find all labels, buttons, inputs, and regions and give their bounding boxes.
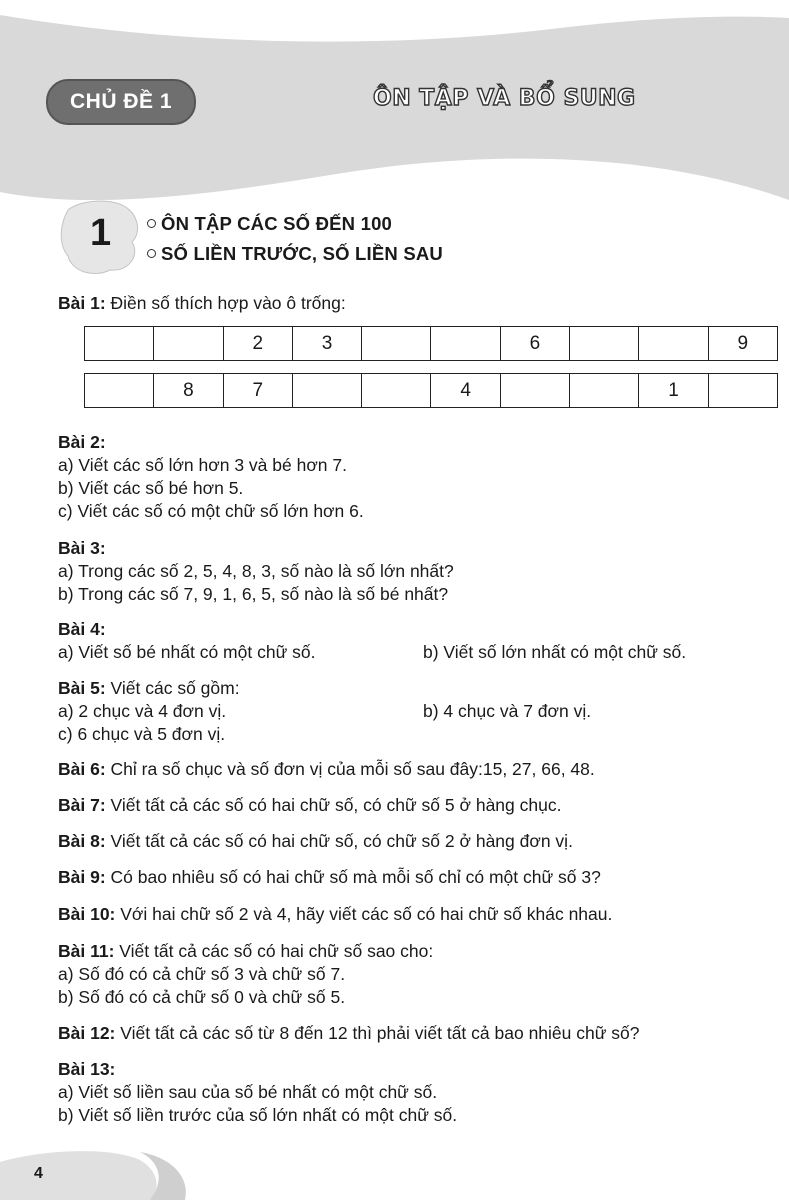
grid-cell: 1 [638,374,707,407]
grid-cell: 3 [292,327,361,360]
chapter-title: ÔN TẬP VÀ BỔ SUNG [373,86,636,111]
exercise-4-label: Bài 4: [58,619,106,639]
exercise-3-a: a) Trong các số 2, 5, 4, 8, 3, số nào là số lớn nhất? [58,561,454,581]
grid-cell [85,374,153,407]
number-grid-row-1 [84,326,778,361]
grid-cell [361,327,430,360]
grid-cell: 6 [500,327,569,360]
exercise-9: Bài 9: Có bao nhiêu số có hai chữ số mà mỗi số chỉ có một chữ số 3? [58,867,601,887]
exercise-8: Bài 8: Viết tất cả các số có hai chữ số, có chữ số 2 ở hàng đơn vị. [58,831,573,851]
grid-cell [85,327,153,360]
exercise-4-b: b) Viết số lớn nhất có một chữ số. [423,642,687,662]
grid-cell [638,327,707,360]
bullet-icon [147,249,156,258]
exercise-1: Bài 1: Điền số thích hợp vào ô trống: [58,293,346,313]
exercise-3-b: b) Trong các số 7, 9, 1, 6, 5, số nào là số bé nhất? [58,584,449,604]
exercise-13-label: Bài 13: [58,1059,116,1079]
exercise-12: Bài 12: Viết tất cả các số từ 8 đến 12 thì phải viết tất cả bao nhiêu chữ số? [58,1023,640,1043]
exercise-3-label: Bài 3: [58,538,106,558]
page-number: 4 [34,1165,43,1182]
bullet-icon [147,219,156,228]
exercise-2-a: a) Viết các số lớn hơn 3 và bé hơn 7. [58,455,347,475]
grid-cell [569,374,638,407]
grid-cell: 7 [223,374,292,407]
exercise-5: Bài 5: Viết các số gồm: [58,678,240,698]
exercise-5-b: b) 4 chục và 7 đơn vị. [423,701,592,721]
exercise-2-c: c) Viết các số có một chữ số lớn hơn 6. [58,501,364,521]
grid-cell: 4 [430,374,499,407]
exercise-2-b: b) Viết các số bé hơn 5. [58,478,244,498]
grid-cell [153,327,222,360]
exercise-6: Bài 6: Chỉ ra số chục và số đơn vị của mỗi số sau đây:15, 27, 66, 48. [58,759,595,779]
exercise-10: Bài 10: Với hai chữ số 2 và 4, hãy viết các số có hai chữ số khác nhau. [58,904,613,924]
grid-cell [708,374,777,407]
lesson-title-1: ÔN TẬP CÁC SỐ ĐẾN 100 [147,213,392,235]
lesson-number: 1 [90,212,112,254]
lesson-title-2: SỐ LIỀN TRƯỚC, SỐ LIỀN SAU [147,243,443,265]
grid-cell [430,327,499,360]
exercise-7: Bài 7: Viết tất cả các số có hai chữ số, có chữ số 5 ở hàng chục. [58,795,562,815]
exercise-11-b: b) Số đó có cả chữ số 0 và chữ số 5. [58,987,346,1007]
exercise-2-label: Bài 2: [58,432,106,452]
grid-cell: 9 [708,327,777,360]
exercise-13-b: b) Viết số liền trước của số lớn nhất có một chữ số. [58,1105,458,1125]
exercise-5-a: a) 2 chục và 4 đơn vị. [58,701,227,721]
chapter-label: CHỦ ĐỀ 1 [46,79,196,125]
number-grid-row-2 [84,373,778,408]
grid-cell: 8 [153,374,222,407]
exercise-5-c: c) 6 chục và 5 đơn vị. [58,724,226,744]
exercise-11: Bài 11: Viết tất cả các số có hai chữ số sao cho: [58,941,434,961]
grid-cell: 2 [223,327,292,360]
grid-cell [361,374,430,407]
grid-cell [500,374,569,407]
exercise-13-a: a) Viết số liền sau của số bé nhất có một chữ số. [58,1082,438,1102]
exercise-11-a: a) Số đó có cả chữ số 3 và chữ số 7. [58,964,346,984]
grid-cell [292,374,361,407]
grid-cell [569,327,638,360]
exercise-4-a: a) Viết số bé nhất có một chữ số. [58,642,316,662]
